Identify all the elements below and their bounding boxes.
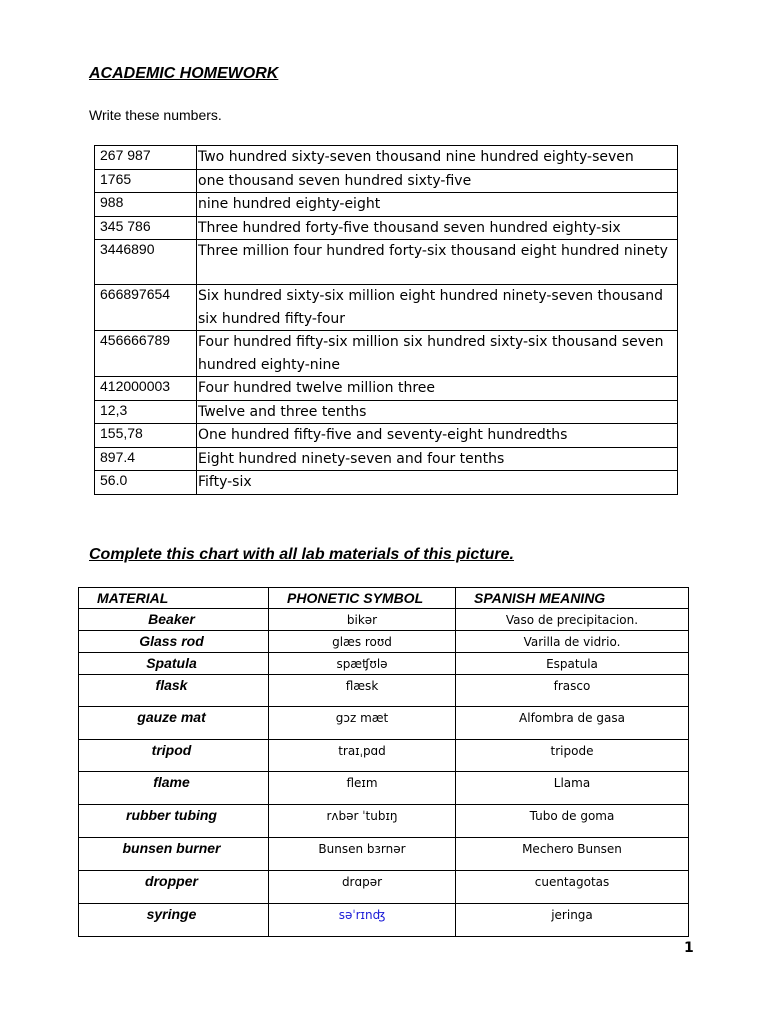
material-cell: tripod: [79, 740, 269, 772]
words-cell: Two hundred sixty-seven thousand nine hundred eighty-seven: [197, 146, 678, 170]
material-cell: syringe: [79, 904, 269, 937]
table-row: [95, 193, 678, 217]
page-number: 1: [684, 940, 694, 956]
number-cell: 1765: [95, 169, 197, 193]
page-title: ACADEMIC HOMEWORK: [89, 65, 279, 82]
number-cell: 155,78: [95, 424, 197, 448]
phonetic-cell: gɔz mæt: [269, 707, 456, 740]
table-row: [79, 653, 689, 675]
number-cell: 267 987: [95, 146, 197, 170]
table-row: [79, 609, 689, 631]
table-row: [95, 285, 678, 331]
column-header-phonetic: PHONETIC SYMBOL: [269, 588, 456, 609]
table-row: [79, 675, 689, 707]
number-cell: 12,3: [95, 400, 197, 424]
table-row: [95, 424, 678, 448]
table-row: [95, 447, 678, 471]
material-cell: flame: [79, 772, 269, 805]
material-cell: Beaker: [79, 609, 269, 631]
spanish-cell: Mechero Bunsen: [456, 838, 689, 871]
table-row: [79, 805, 689, 838]
spanish-cell: cuentagotas: [456, 871, 689, 904]
material-cell: rubber tubing: [79, 805, 269, 838]
phonetic-cell: glæs roʊd: [269, 631, 456, 653]
spanish-cell: Vaso de precipitacion.: [456, 609, 689, 631]
section-heading: Complete this chart with all lab materials of this picture.: [89, 546, 514, 563]
words-cell: nine hundred eighty-eight: [197, 193, 678, 217]
column-header-material: MATERIAL: [79, 588, 269, 609]
spanish-cell: Espatula: [456, 653, 689, 675]
spanish-cell: Tubo de goma: [456, 805, 689, 838]
number-cell: 345 786: [95, 216, 197, 240]
materials-table: [78, 587, 689, 937]
spanish-cell: jeringa: [456, 904, 689, 937]
table-row: [79, 838, 689, 871]
spanish-cell: Llama: [456, 772, 689, 805]
words-cell: one thousand seven hundred sixty-five: [197, 169, 678, 193]
words-cell: Three million four hundred forty-six thousand eight hundred ninety: [197, 240, 678, 285]
phonetic-cell: flæsk: [269, 675, 456, 707]
table-row: [79, 772, 689, 805]
table-row: [79, 631, 689, 653]
phonetic-cell: Bunsen bɜrnər: [269, 838, 456, 871]
table-row: [79, 904, 689, 937]
table-row: [95, 331, 678, 377]
number-cell: 56.0: [95, 471, 197, 495]
column-header-spanish: SPANISH MEANING: [456, 588, 689, 609]
phonetic-cell: drɑpər: [269, 871, 456, 904]
phonetic-cell: spæʧʊlə: [269, 653, 456, 675]
table-row: [95, 146, 678, 170]
material-cell: bunsen burner: [79, 838, 269, 871]
table-row: [95, 240, 678, 285]
numbers-table: [94, 145, 678, 495]
words-cell: Six hundred sixty-six million eight hundred ninety-seven thousand six hundred fifty-four: [197, 285, 678, 331]
words-cell: Three hundred forty-five thousand seven hundred eighty-six: [197, 216, 678, 240]
instructions: Write these numbers.: [89, 107, 222, 123]
table-row: [95, 216, 678, 240]
words-cell: Four hundred fifty-six million six hundred sixty-six thousand seven hundred eighty-nine: [197, 331, 678, 377]
words-cell: Fifty-six: [197, 471, 678, 495]
spanish-cell: Varilla de vidrio.: [456, 631, 689, 653]
table-header-row: [79, 588, 689, 609]
number-cell: 412000003: [95, 377, 197, 401]
words-cell: One hundred fifty-five and seventy-eight hundredths: [197, 424, 678, 448]
table-row: [95, 377, 678, 401]
number-cell: 3446890: [95, 240, 197, 285]
words-cell: Twelve and three tenths: [197, 400, 678, 424]
table-row: [79, 871, 689, 904]
table-row: [95, 471, 678, 495]
table-row: [95, 400, 678, 424]
phonetic-cell: traɪˌpɑd: [269, 740, 456, 772]
spanish-cell: frasco: [456, 675, 689, 707]
table-row: [79, 740, 689, 772]
material-cell: gauze mat: [79, 707, 269, 740]
phonetic-cell: səˈrɪnʤ: [269, 904, 456, 937]
number-cell: 666897654: [95, 285, 197, 331]
material-cell: dropper: [79, 871, 269, 904]
material-cell: Glass rod: [79, 631, 269, 653]
phonetic-cell: bikər: [269, 609, 456, 631]
spanish-cell: tripode: [456, 740, 689, 772]
phonetic-cell: fleɪm: [269, 772, 456, 805]
table-row: [95, 169, 678, 193]
words-cell: Eight hundred ninety-seven and four tenths: [197, 447, 678, 471]
number-cell: 988: [95, 193, 197, 217]
material-cell: Spatula: [79, 653, 269, 675]
number-cell: 456666789: [95, 331, 197, 377]
table-row: [79, 707, 689, 740]
words-cell: Four hundred twelve million three: [197, 377, 678, 401]
spanish-cell: Alfombra de gasa: [456, 707, 689, 740]
material-cell: flask: [79, 675, 269, 707]
number-cell: 897.4: [95, 447, 197, 471]
phonetic-cell: rʌbər ˈtubɪŋ: [269, 805, 456, 838]
